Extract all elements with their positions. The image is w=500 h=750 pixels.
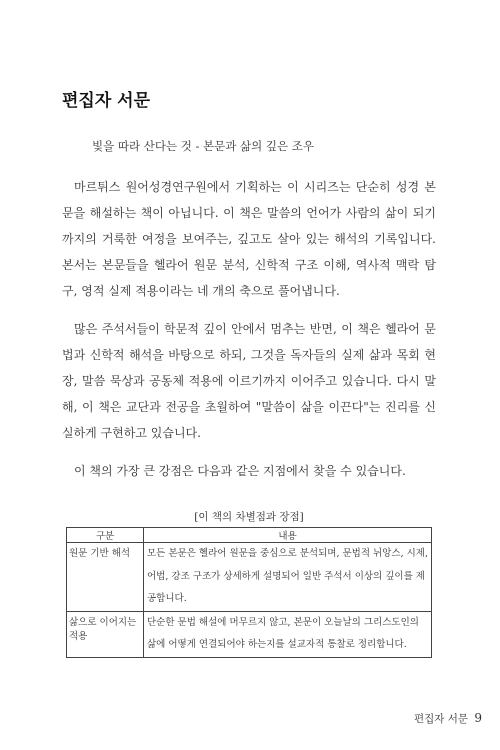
table-row — [67, 611, 432, 657]
paragraph-1: 마르튀스 원어성경연구원에서 기획하는 이 시리즈는 단순히 성경 본문을 해설하는 책이 아닙니다. 이 책은 말씀의 언어가 사람의 삶이 되기까지의 거룩한 여정을 보여주는, 깊고도 살아 있는 해석의 기록입니다. 본서는 본문들을 헬라어 원문 분석, 신학적 구조 이해, 역사적 맥락 탐구, 영적 실제 적용이라는 네 개의 축으로 풀어냅니다. — [62, 180, 436, 298]
table-caption: [이 책의 차별점과 장점] — [194, 511, 304, 523]
table-row-content: 모든 본문은 헬라어 원문을 중심으로 분석되며, 문법적 뉘앙스, 시제, 어법, 강조 구조가 상세하게 설명되어 일반 주석서 이상의 깊이를 제공합니다. — [144, 543, 432, 612]
table-row-label: 원문 기반 해석 — [67, 543, 144, 612]
table-row-content: 단순한 문법 해설에 머무르지 않고, 본문이 오늘날의 그리스도인의 삶에 어떻게 연결되어야 하는지를 설교자적 통찰로 정리합니다. — [144, 611, 432, 657]
table-header-row — [67, 528, 432, 543]
paragraph-3: 이 책의 가장 큰 강점은 다음과 같은 지점에서 찾을 수 있습니다. — [74, 464, 406, 478]
comparison-table — [66, 527, 432, 658]
table-row-label: 삶으로 이어지는 적용 — [67, 611, 144, 657]
table-header-content: 내용 — [144, 528, 432, 543]
page-footer — [414, 711, 482, 726]
table-header-category: 구분 — [67, 528, 144, 543]
table-row — [67, 543, 432, 612]
page-title: 편집자 서문 — [62, 91, 151, 111]
page-number: 9 — [474, 711, 482, 725]
section-subtitle: 빛을 따라 산다는 것 - 본문과 삶의 깊은 조우 — [92, 139, 314, 153]
paragraph-2: 많은 주석서들이 학문적 깊이 안에서 멈추는 반면, 이 책은 헬라어 문법과 신학적 해석을 바탕으로 하되, 그것을 독자들의 실제 삶과 목회 현장, 말씀 묵상과 공동체 적용에 이르기까지 이어주고 있습니다. 다시 말해, 이 책은 교단과 전공을 초월하여 "말씀이 삶을 이끈다"는 진리를 신실하게 구현하고 있습니다. — [62, 322, 436, 440]
running-head: 편집자 서문 — [413, 713, 469, 725]
